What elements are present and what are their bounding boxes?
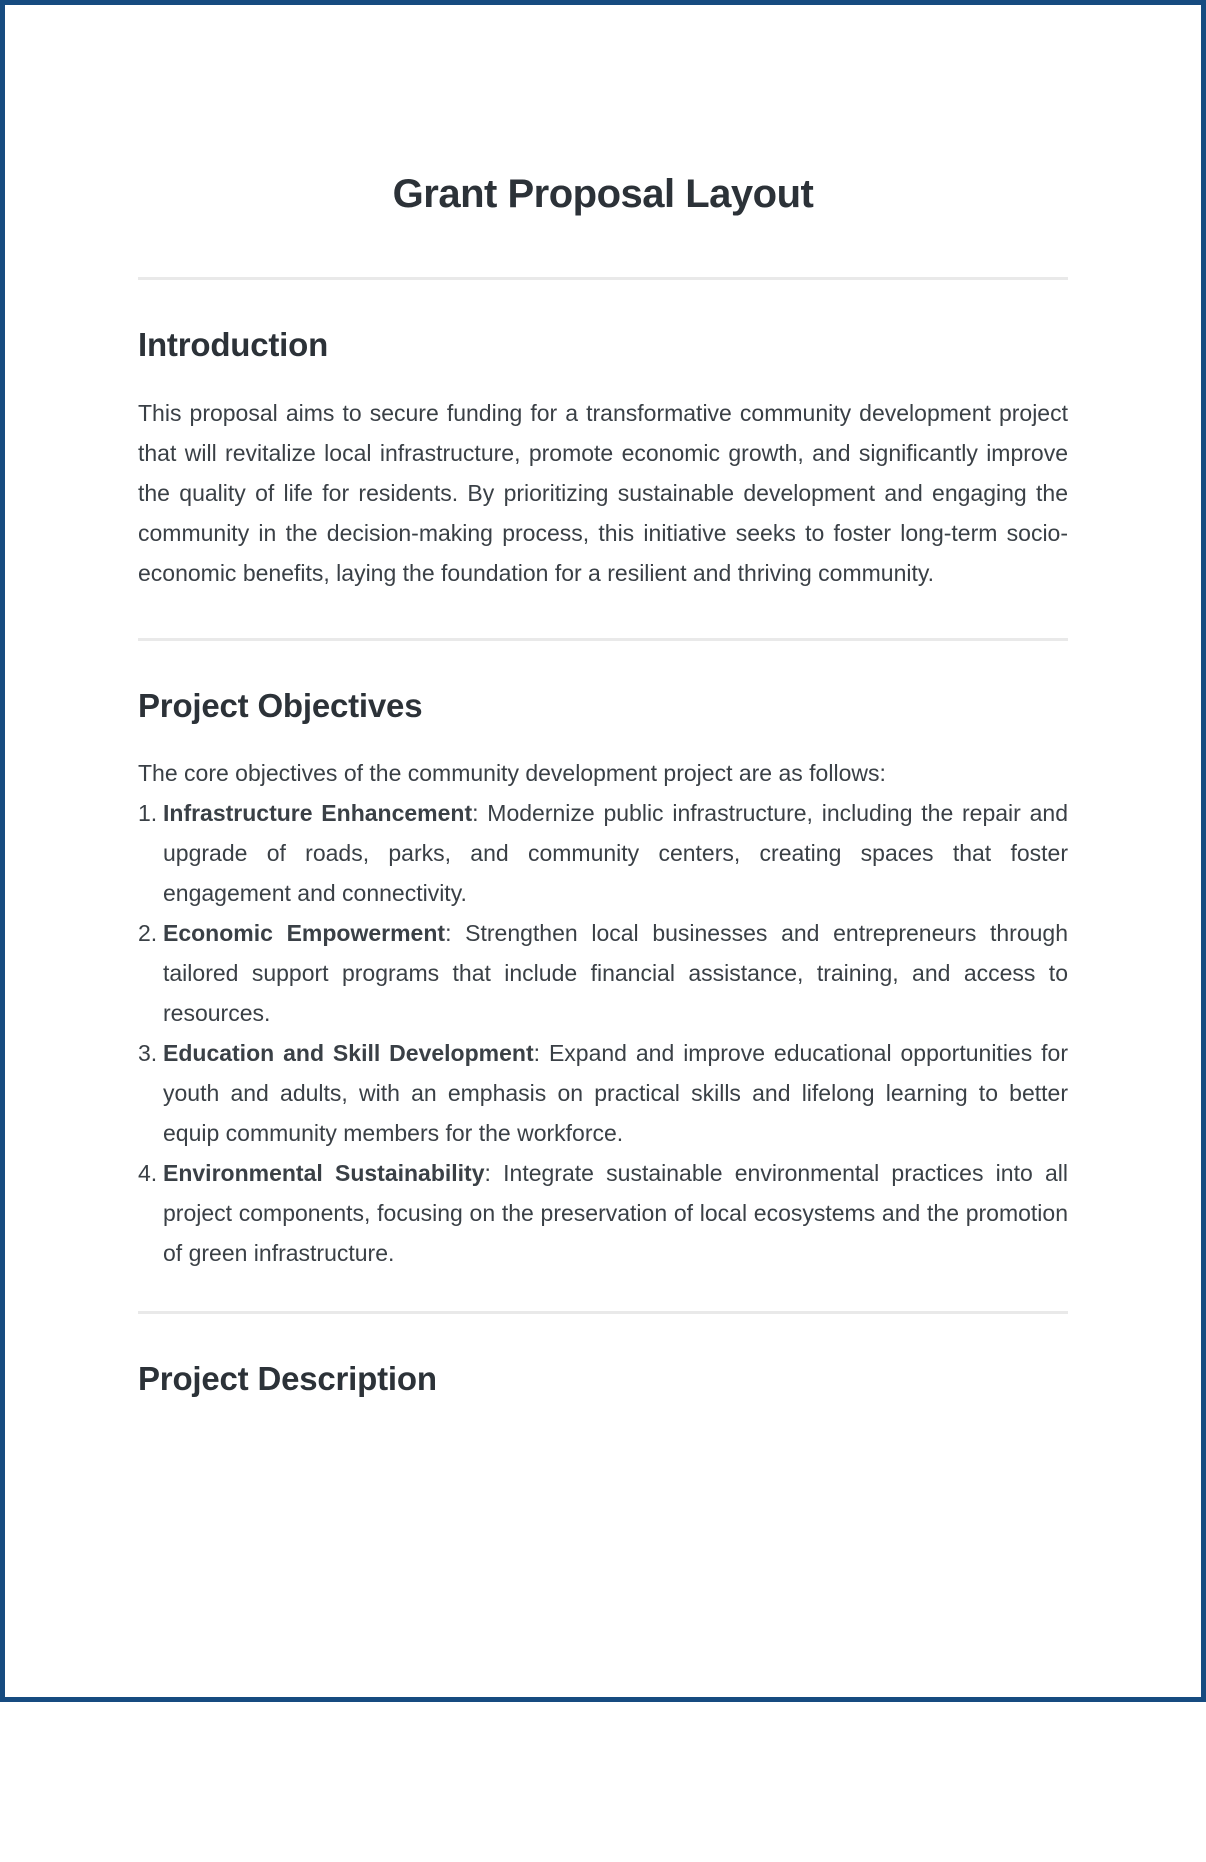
objective-separator: : [472,800,488,827]
objectives-lead: The core objectives of the community development project are as follows: [138,760,886,787]
section-heading-project-description: Project Description [138,1360,437,1398]
objective-label: Environmental Sustainability [163,1160,485,1187]
objective-separator: : [445,920,466,947]
objective-text: Modernize public infrastructure, including the repair and upgrade of roads, parks, and community centers, creating spaces that foster engagement and connectivity. [163,800,1068,907]
objective-text: Expand and improve educational opportunities for youth and adults, with an emphasis on practical skills and lifelong learning to better equip community members for the workforce. [163,1040,1068,1147]
section-heading-introduction: Introduction [138,326,329,363]
objective-item [138,1033,1068,1153]
objective-label: Economic Empowerment [163,920,446,947]
objective-item [138,793,1068,913]
objectives-list [138,793,1068,1273]
objective-separator: : [533,1040,549,1067]
section-divider [138,638,1068,641]
section-divider [138,1311,1068,1314]
objective-number: 4. [138,1160,158,1187]
objective-text: Strengthen local businesses and entrepreneurs through tailored support programs that include financial assistance, training, and access to resources. [163,920,1069,1027]
objective-label: Infrastructure Enhancement [163,800,473,827]
objective-item [138,1153,1068,1273]
objective-item [138,913,1068,1033]
introduction-paragraph: This proposal aims to secure funding for a transformative community development project that will revitalize local infrastructure, promote economic growth, and significantly improve the quality of life for residents. By prioritizing sustainable development and engaging the community in the decision-making process, this initiative seeks to foster long-term socio-economic benefits, laying the foundation for a resilient and thriving community. [138,399,1068,586]
document [5,170,1201,1862]
section-divider [138,277,1068,280]
objective-text: Integrate sustainable environmental practices into all project components, focusing on the preservation of local ecosystems and the promotion of green infrastructure. [163,1160,1068,1267]
objective-label: Education and Skill Development [163,1040,534,1067]
document-title: Grant Proposal Layout [392,172,814,216]
objective-number: 2. [138,920,158,947]
objective-separator: : [484,1160,504,1187]
objective-number: 1. [138,800,158,827]
objective-number: 3. [138,1040,158,1067]
section-heading-project-objectives: Project Objectives [138,686,423,724]
